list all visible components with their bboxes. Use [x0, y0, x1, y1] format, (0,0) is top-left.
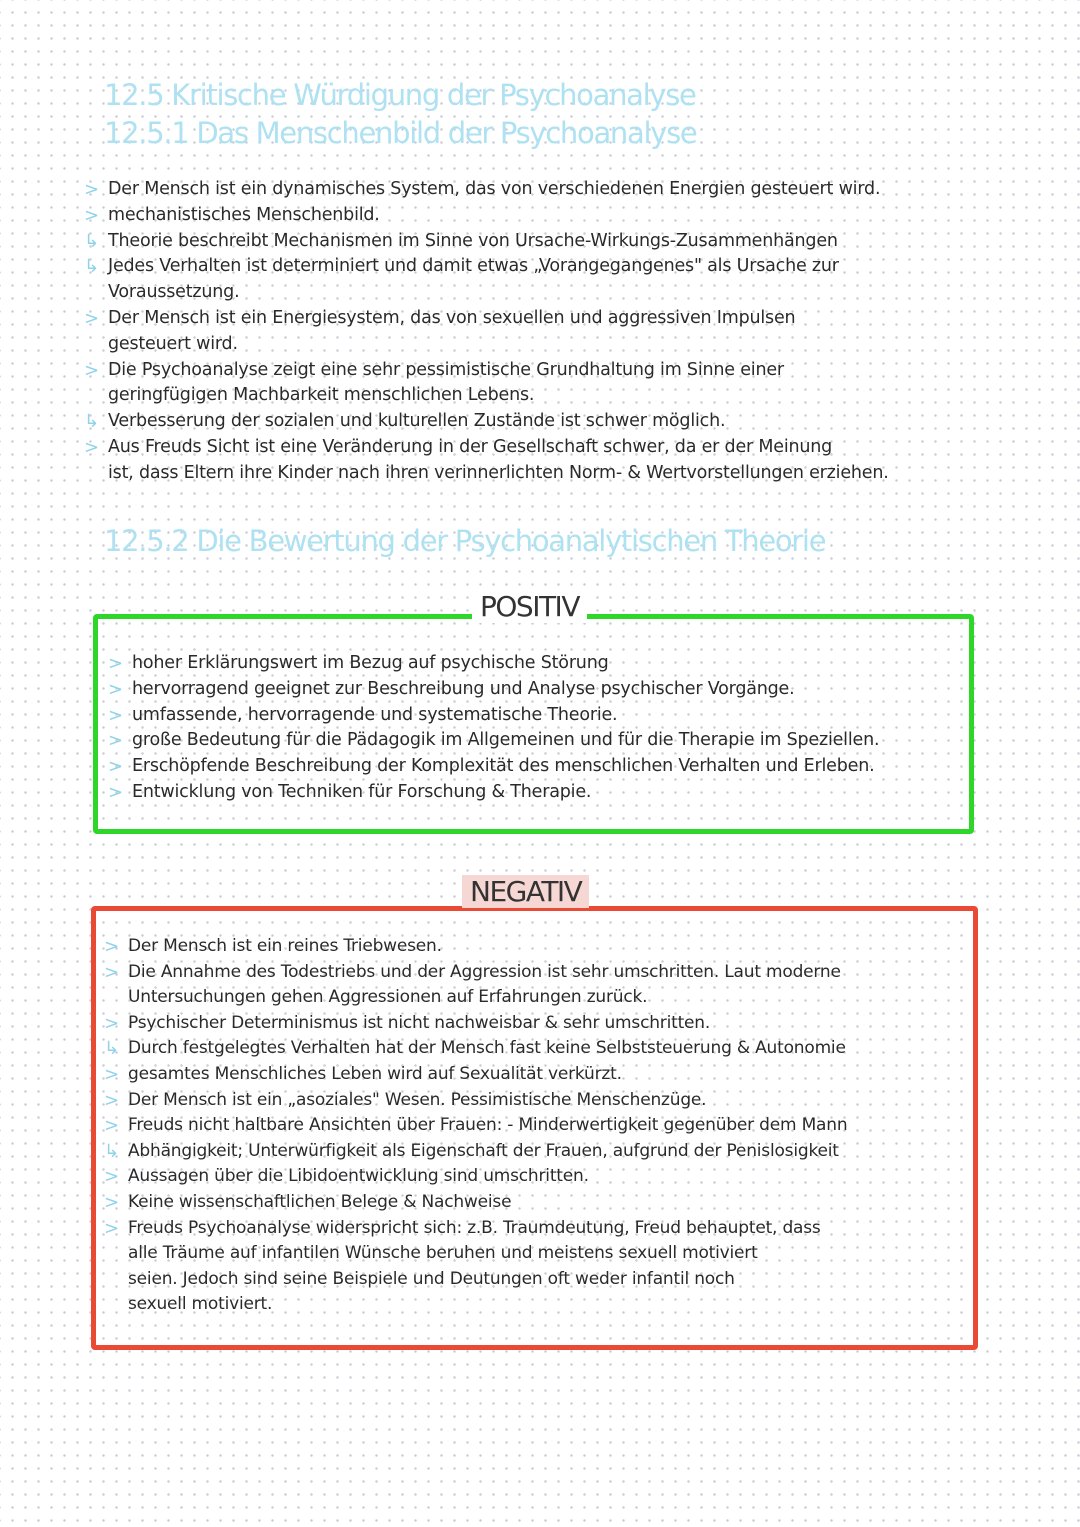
list-item-continuation: seien. Jedoch sind seine Beispiele und Deutungen oft weder infantil noch — [128, 1268, 735, 1289]
list-item: > hervorragend geeignet zur Beschreibung und Analyse psychischer Vorgänge. — [108, 677, 958, 703]
list-item-continuation: gesteuert wird. — [108, 333, 238, 354]
list-item: > mechanistisches Menschenbild. — [84, 203, 994, 229]
list-item: ↳ Verbesserung der sozialen und kulturellen Zustände ist schwer möglich. — [84, 409, 994, 435]
list-item: > hoher Erklärungswert im Bezug auf psychische Störung — [108, 651, 958, 677]
arrow-marker: ↳ — [84, 230, 99, 252]
list-item-continuation: Voraussetzung. — [108, 282, 240, 303]
list-item-continuation: sexuell motiviert. — [128, 1294, 273, 1315]
bullet-marker: > — [104, 961, 119, 983]
bullet-marker: > — [108, 653, 123, 674]
arrow-marker: ↳ — [104, 1038, 119, 1060]
arrow-marker: ↳ — [104, 1140, 119, 1162]
list-item: > Die Psychoanalyse zeigt eine sehr pessimistische Grundhaltung im Sinne einer — [84, 358, 994, 384]
bullet-marker: > — [104, 936, 119, 957]
list-item: > Aus Freuds Sicht ist eine Veränderung in der Gesellschaft schwer, da er der Meinung — [84, 435, 994, 461]
bullet-marker: > — [84, 204, 99, 226]
list-item: ↳ Durch festgelegtes Verhalten hat der Mensch fast keine Selbststeuerung & Autonomie — [104, 1036, 959, 1062]
list-item: > gesamtes Menschliches Leben wird auf Sexualität verkürzt. — [104, 1062, 959, 1088]
list-item: > Erschöpfende Beschreibung der Komplexität des menschlichen Verhalten und Erleben. — [108, 754, 958, 780]
list-item: ↳ Jedes Verhalten ist determiniert und damit etwas „Vorangegangenes" als Ursache zur — [84, 254, 994, 280]
bullet-marker: > — [84, 359, 99, 381]
bullet-marker: > — [104, 1217, 119, 1239]
list-item-continuation: ist, dass Eltern ihre Kinder nach ihren verinnerlichten Norm- & Wertvorstellungen erziehen. — [108, 462, 889, 483]
section-heading-12-5-2: 12.5.2 Die Bewertung der Psychoanalytischen Theorie — [104, 524, 826, 558]
arrow-marker: ↳ — [84, 256, 99, 278]
list-item: > Der Mensch ist ein dynamisches System, das von verschiedenen Energien gesteuert wird. — [84, 177, 994, 203]
list-item: > Freuds Psychoanalyse widerspricht sich: z.B. Traumdeutung, Freud behauptet, dass — [104, 1216, 959, 1242]
bullet-marker: > — [108, 704, 123, 726]
list-item-continuation: geringfügigen Machbarkeit menschlichen Lebens. — [108, 385, 535, 406]
bullet-marker: > — [108, 756, 123, 778]
list-item: > Der Mensch ist ein „asoziales" Wesen. Pessimistische Menschenzüge. — [104, 1088, 959, 1114]
bullet-marker: > — [108, 678, 123, 700]
list-item: > Der Mensch ist ein Energiesystem, das von sexuellen und aggressiven Impulsen — [84, 306, 994, 332]
list-item: ↳ Abhängigkeit; Unterwürfigkeit als Eigenschaft der Frauen, aufgrund der Penislosigkeit — [104, 1139, 959, 1165]
bullet-marker: > — [104, 1012, 119, 1034]
list-item-continuation: alle Träume auf infantilen Wünsche beruhen und meistens sexuell motiviert — [128, 1243, 758, 1264]
list-item: > umfassende, hervorragende und systematische Theorie. — [108, 703, 958, 729]
positiv-label: POSITIV — [472, 590, 587, 623]
bullet-marker: > — [108, 781, 123, 803]
negativ-label: NEGATIV — [462, 875, 589, 908]
bullet-marker: > — [104, 1191, 119, 1213]
bullet-marker: > — [84, 179, 99, 200]
bullet-marker: > — [104, 1089, 119, 1111]
list-item: > Der Mensch ist ein reines Triebwesen. — [104, 934, 959, 960]
bullet-marker: > — [108, 730, 123, 752]
bullet-marker: > — [84, 307, 99, 329]
list-item: > Psychischer Determinismus ist nicht nachweisbar & sehr umschritten. — [104, 1011, 959, 1037]
list-item: > Entwicklung von Techniken für Forschung & Therapie. — [108, 780, 958, 806]
section-heading-12-5: 12.5 Kritische Würdigung der Psychoanalyse — [104, 78, 696, 112]
list-item-continuation: Untersuchungen gehen Aggressionen auf Erfahrungen zurück. — [128, 987, 648, 1008]
bullet-marker: > — [84, 436, 99, 458]
bullet-marker: > — [104, 1166, 119, 1188]
list-item: > große Bedeutung für die Pädagogik im Allgemeinen und für die Therapie im Speziellen. — [108, 728, 958, 754]
list-item: > Keine wissenschaftlichen Belege & Nachweise — [104, 1190, 959, 1216]
list-item: > Die Annahme des Todestriebs und der Aggression ist sehr umschritten. Laut moderne — [104, 960, 959, 986]
positiv-list — [108, 651, 958, 806]
list-item: ↳ Theorie beschreibt Mechanismen im Sinne von Ursache-Wirkungs-Zusammenhängen — [84, 229, 994, 255]
list-item: > Aussagen über die Libidoentwicklung sind umschritten. — [104, 1164, 959, 1190]
negativ-list — [104, 934, 959, 1318]
bullet-marker: > — [104, 1115, 119, 1137]
bullet-marker: > — [104, 1063, 119, 1085]
list-item: > Freuds nicht haltbare Ansichten über Frauen: - Minderwertigkeit gegenüber dem Mann — [104, 1113, 959, 1139]
section-heading-12-5-1: 12.5.1 Das Menschenbild der Psychoanalyse — [104, 116, 697, 150]
arrow-marker: ↳ — [84, 411, 99, 433]
menschenbild-list — [84, 177, 994, 487]
